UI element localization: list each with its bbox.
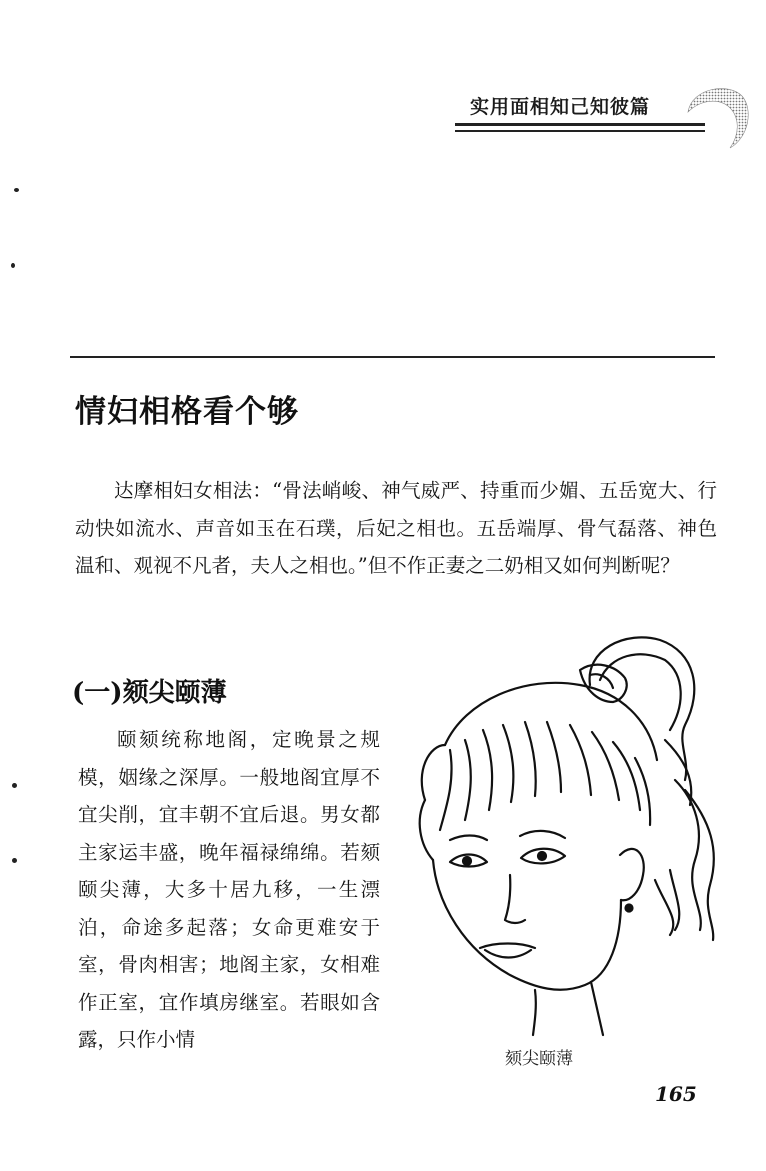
subsection-paragraph: 颐颏统称地阁，定晚景之规模，姻缘之深厚。一般地阁宜厚不宜尖削，宜丰朝不宜后退。男女都主家运丰盛，晚年福禄绵绵。若颏颐尖薄，大多十居九移，一生漂泊，命途多起落；女命更难安于室，骨肉相害；地阁主家，女相难作正室，宜作填房继室。若眼如含露，只作小情: [78, 728, 380, 1051]
running-header-title: 实用面相知己知彼篇: [470, 96, 651, 118]
subsection-title: (一)颏尖颐薄: [72, 678, 227, 708]
crescent-ornament-icon: [678, 82, 752, 156]
intro-paragraph: 达摩相妇女相法：“骨法峭峻、神气威严、持重而少媚、五岳宽大、行动快如流水、声音如玉在石璞，后妃之相也。五岳端厚、骨气磊落、神色温和、观视不凡者，夫人之相也。”但不作正妻之二奶相又如何判断呢？: [75, 479, 717, 577]
figure-caption: 颏尖颐薄: [505, 1049, 573, 1069]
scan-speck: [14, 188, 19, 192]
face-illustration: [385, 630, 730, 1040]
scan-speck: [11, 263, 15, 268]
section-title: 情妇相格看个够: [75, 394, 299, 430]
header-rule: [455, 123, 705, 126]
header-rule-thin: [455, 130, 705, 132]
section-divider: [70, 356, 715, 358]
scan-speck: [12, 858, 17, 863]
page-number: 165: [655, 1082, 697, 1106]
scan-speck: [12, 783, 17, 788]
